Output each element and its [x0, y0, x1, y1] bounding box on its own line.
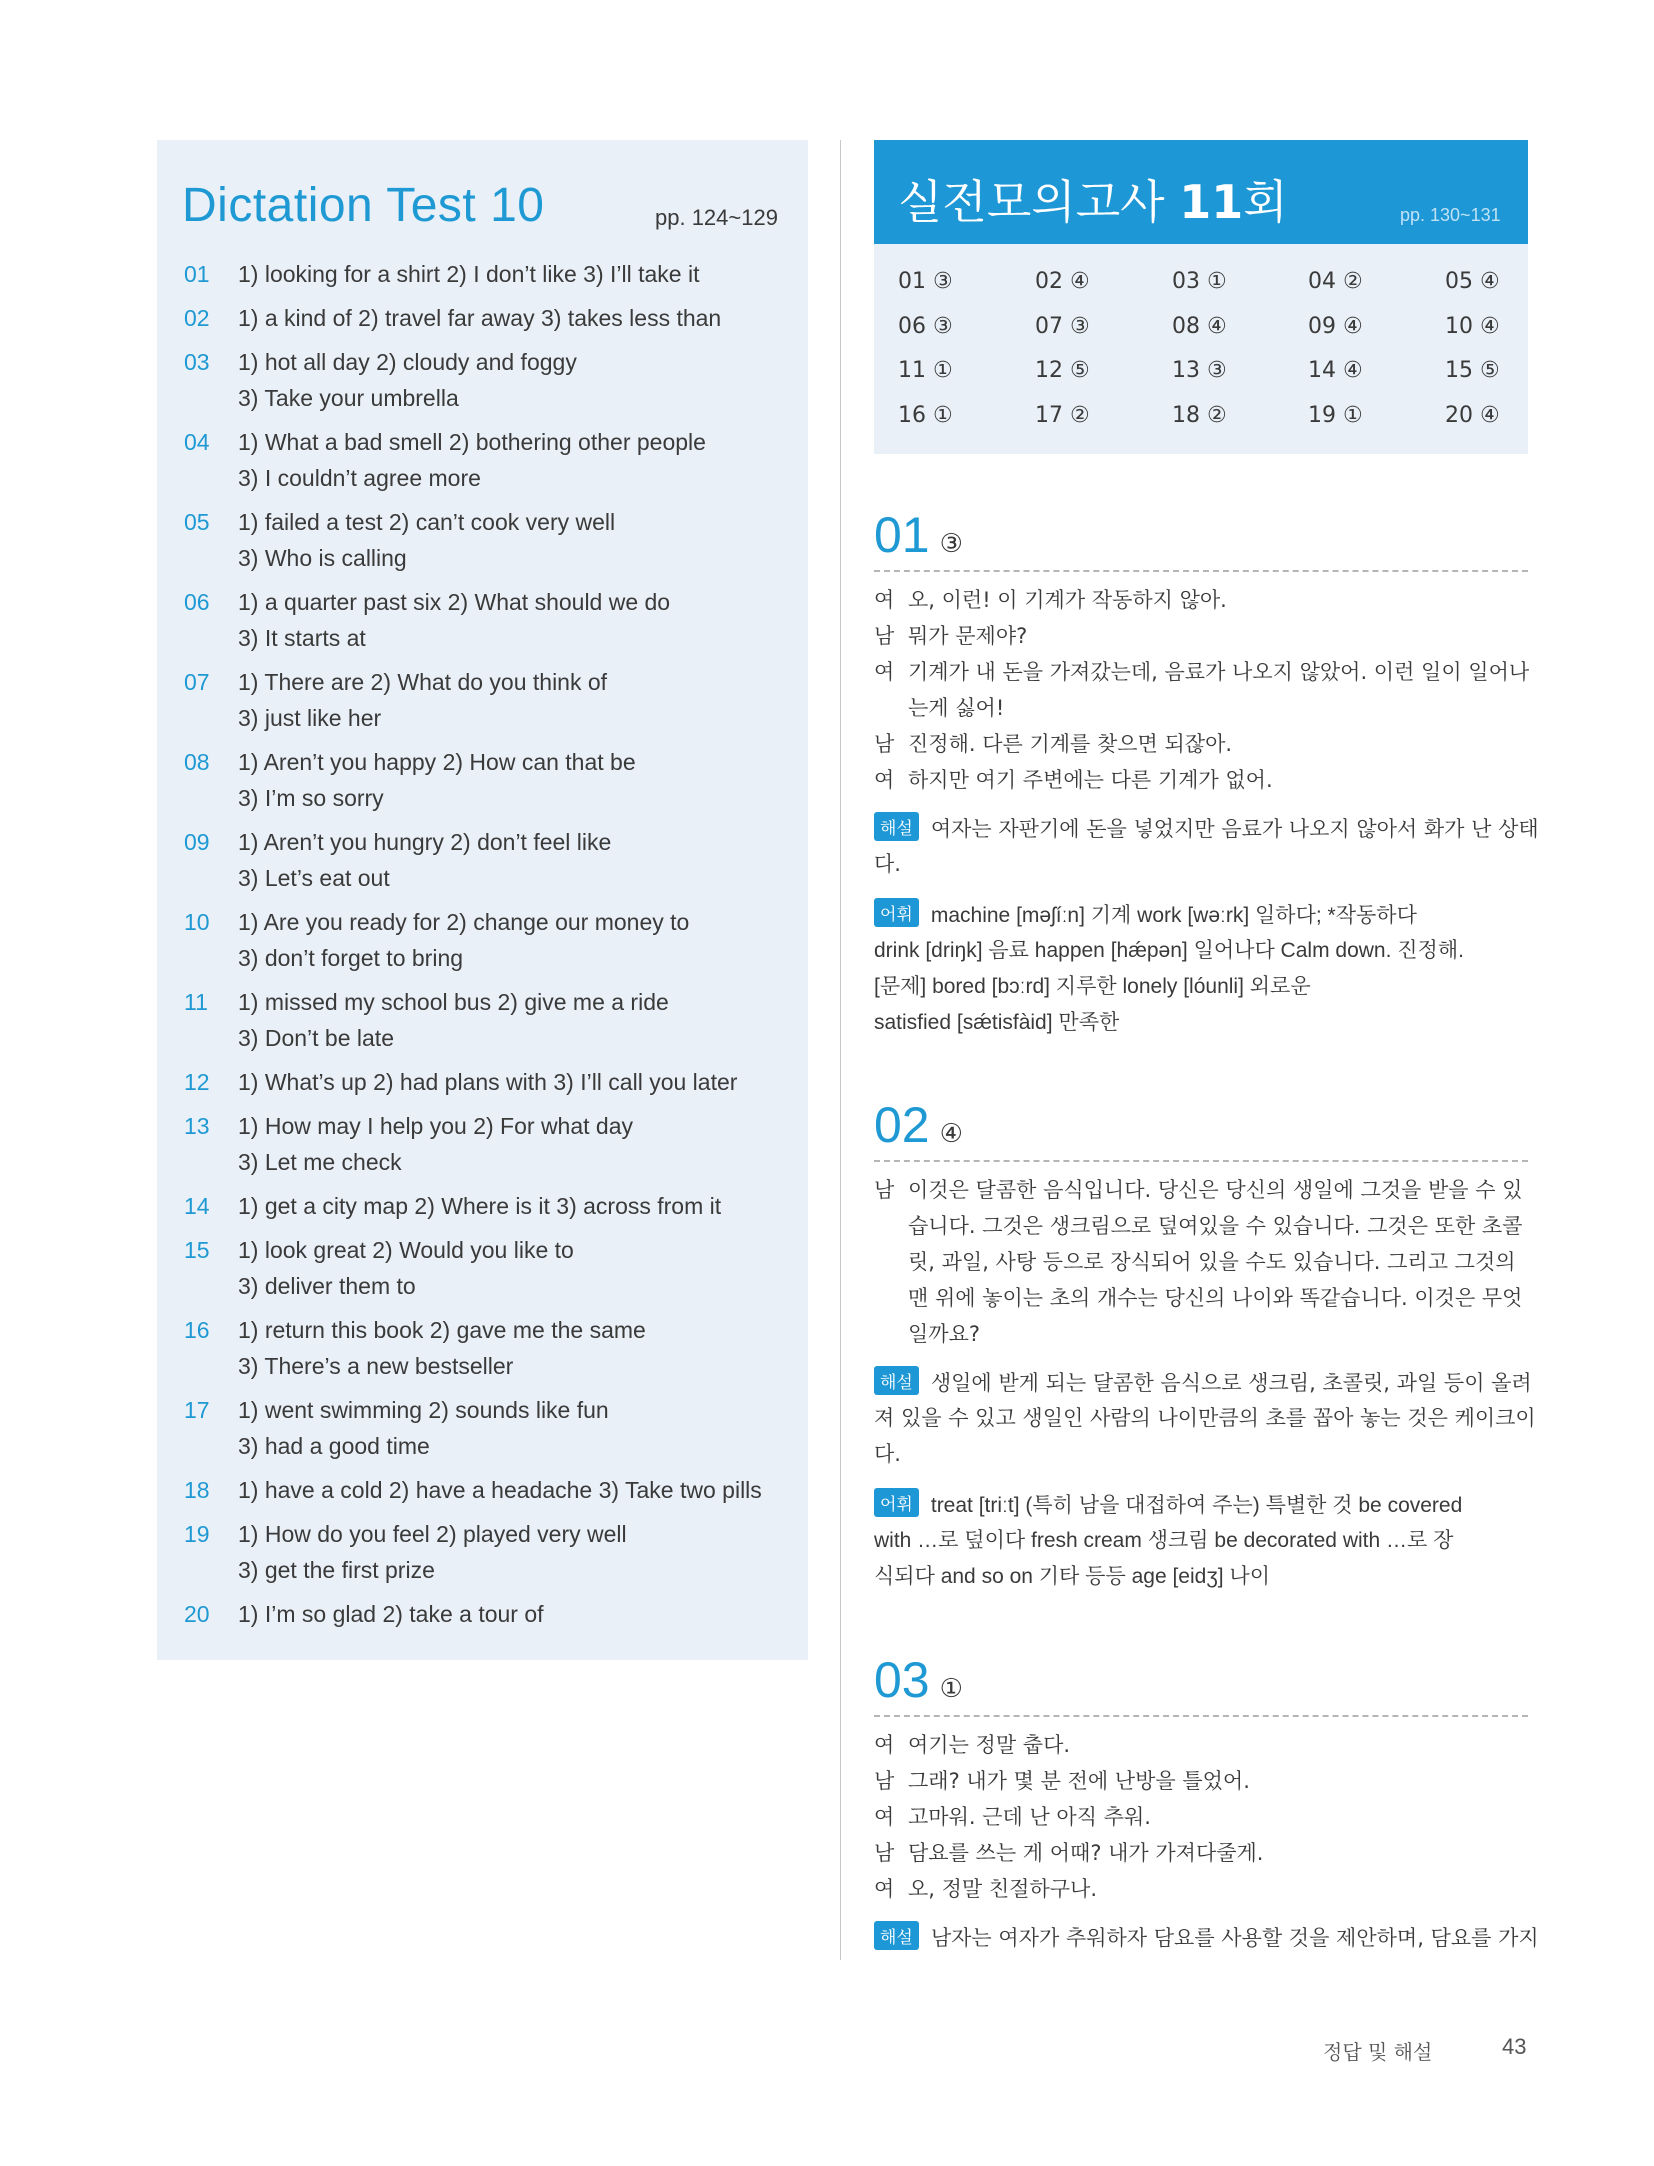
- vocabulary-line: [874, 970, 1311, 1000]
- answer-key-cell: 13 ③: [1172, 358, 1227, 383]
- explanation-badge: 해설: [874, 812, 919, 841]
- dictation-item-number: 13: [184, 1113, 210, 1139]
- dialogue-text: 오, 정말 친절하구나.: [908, 1877, 1097, 1901]
- vocabulary-text: drink [driŋk] 음료 happen [hǽpən] 일어나다 Calm down. 진정해.: [874, 939, 1464, 962]
- section-divider: [874, 570, 1528, 572]
- speaker-label: 남: [874, 624, 895, 648]
- dictation-item-number: 12: [184, 1069, 210, 1095]
- question-number: 01: [874, 507, 930, 563]
- speaker-label: 여: [874, 1805, 895, 1829]
- question-answer: ①: [939, 1674, 963, 1704]
- dictation-item-number: 15: [184, 1237, 210, 1263]
- page-number: 43: [1502, 2034, 1527, 2059]
- dictation-item: [184, 664, 794, 736]
- dictation-item: [184, 1472, 794, 1508]
- dictation-item-line: 1) look great 2) Would you like to: [238, 1237, 574, 1263]
- dialogue-text: 담요를 쓰는 게 어때? 내가 가져다줄게.: [908, 1841, 1264, 1865]
- explanation-line: [874, 812, 1539, 843]
- dictation-item: [184, 1312, 794, 1384]
- answer-key-cell: 11 ①: [898, 358, 953, 383]
- question-number: 03: [874, 1652, 930, 1708]
- answer-key-cell: 14 ④: [1308, 358, 1363, 383]
- dictation-item-line: 3) deliver them to: [238, 1273, 416, 1299]
- vocabulary-line: [874, 1524, 1453, 1554]
- speaker-label: 남: [874, 1841, 895, 1865]
- dictation-item-line: 1) went swimming 2) sounds like fun: [238, 1397, 609, 1423]
- answer-key-cell: 08 ④: [1172, 314, 1227, 339]
- dictation-item: [184, 344, 794, 416]
- dialogue-line: [874, 1208, 1534, 1244]
- dictation-item-number: 02: [184, 305, 210, 331]
- answer-key-cell: 09 ④: [1308, 314, 1363, 339]
- dialogue-line: [874, 1799, 1534, 1835]
- dialogue-line: [874, 1763, 1534, 1799]
- dictation-item-line: 3) Who is calling: [238, 545, 407, 571]
- dictation-item-line: 1) I’m so glad 2) take a tour of: [238, 1601, 544, 1627]
- answer-key-cell: 18 ②: [1172, 403, 1227, 428]
- mock-test-title-suffix: 회: [1243, 175, 1288, 229]
- explanation-text: 생일에 받게 되는 달콤한 음식으로 생크림, 초콜릿, 과일 등이 올려: [930, 1371, 1532, 1395]
- dictation-item-number: 16: [184, 1317, 210, 1343]
- speaker-label: 남: [874, 1769, 895, 1793]
- dictation-item: [184, 984, 794, 1056]
- dictation-item-number: 10: [184, 909, 210, 935]
- dictation-item: [184, 744, 794, 816]
- dialogue-line: [874, 654, 1534, 690]
- question-heading: [874, 1097, 963, 1153]
- dictation-item-line: 1) Aren’t you hungry 2) don’t feel like: [238, 829, 612, 855]
- dialogue-text: 오, 이런! 이 기계가 작동하지 않아.: [908, 588, 1227, 612]
- dialogue-text: 습니다. 그것은 생크림으로 덮여있을 수 있습니다. 그것은 또한 초콜: [908, 1214, 1523, 1238]
- answer-key-cell: 17 ②: [1035, 403, 1090, 428]
- dialogue-text: 는게 싫어!: [908, 696, 1005, 720]
- question-answer: ④: [939, 1119, 963, 1149]
- dialogue-line: [874, 1316, 1534, 1352]
- explanation-line: [874, 1921, 1539, 1952]
- dialogue-line: [874, 1727, 1534, 1763]
- answer-key-cell: 12 ⑤: [1035, 358, 1090, 383]
- dictation-item: [184, 1108, 794, 1180]
- speaker-label: 여: [874, 768, 895, 792]
- vocabulary-text: treat [triːt] (특히 남을 대접하여 주는) 특별한 것 be covered: [930, 1494, 1463, 1517]
- mock-test-title-number: 11: [1179, 175, 1244, 229]
- vocabulary-badge: 어휘: [874, 898, 919, 927]
- dictation-item-line: 1) How do you feel 2) played very well: [238, 1521, 627, 1547]
- speaker-label: 여: [874, 660, 895, 684]
- dialogue-line: [874, 582, 1534, 618]
- dictation-item-line: 1) How may I help you 2) For what day: [238, 1113, 633, 1139]
- dialogue-line: [874, 726, 1534, 762]
- vocabulary-text: with …로 덮이다 fresh cream 생크림 be decorated with …로 장: [874, 1529, 1454, 1552]
- answer-key-cell: 07 ③: [1035, 314, 1090, 339]
- vocabulary-line: [874, 898, 1417, 929]
- explanation-line: [874, 1402, 1536, 1432]
- dictation-item-line: 1) What’s up 2) had plans with 3) I’ll call you later: [238, 1069, 738, 1095]
- question-number: 02: [874, 1097, 930, 1153]
- mock-test-title-prefix: 실전모의고사: [898, 175, 1165, 229]
- vocabulary-badge: 어휘: [874, 1488, 919, 1517]
- dialogue-line: [874, 1835, 1534, 1871]
- dictation-item-line: 1) What a bad smell 2) bothering other people: [238, 429, 706, 455]
- answer-key-cell: 03 ①: [1172, 269, 1227, 294]
- vocabulary-text: machine [məʃíːn] 기계 work [wəːrk] 일하다; *작동하다: [930, 904, 1417, 927]
- dictation-item-line: 1) have a cold 2) have a headache 3) Take two pills: [238, 1477, 762, 1503]
- answer-key-cell: 16 ①: [898, 403, 953, 428]
- dictation-item-line: 1) Aren’t you happy 2) How can that be: [238, 749, 636, 775]
- dictation-item-line: 3) Take your umbrella: [238, 385, 459, 411]
- dialogue-text: 릿, 과일, 사탕 등으로 장식되어 있을 수도 있습니다. 그리고 그것의: [908, 1250, 1516, 1274]
- dictation-item: [184, 1516, 794, 1588]
- dictation-item: [184, 504, 794, 576]
- dictation-item-number: 20: [184, 1601, 210, 1627]
- answer-key-cell: 04 ②: [1308, 269, 1363, 294]
- dialogue-line: [874, 1172, 1534, 1208]
- dialogue-text: 고마워. 근데 난 아직 추워.: [908, 1805, 1151, 1829]
- speaker-label: 여: [874, 588, 895, 612]
- dictation-item-number: 06: [184, 589, 210, 615]
- vocabulary-line: [874, 1560, 1270, 1590]
- dictation-item: [184, 904, 794, 976]
- dictation-item-line: 1) missed my school bus 2) give me a ride: [238, 989, 669, 1015]
- dictation-item: [184, 1232, 794, 1304]
- dictation-item-line: 1) get a city map 2) Where is it 3) across from it: [238, 1193, 722, 1219]
- question-heading: [874, 507, 963, 563]
- dictation-item-number: 07: [184, 669, 210, 695]
- dictation-item-line: 3) Let me check: [238, 1149, 402, 1175]
- dictation-item: [184, 1188, 794, 1224]
- dialogue-text: 맨 위에 놓이는 초의 개수는 당신의 나이와 똑같습니다. 이것은 무엇: [908, 1286, 1523, 1310]
- dictation-item-number: 19: [184, 1521, 210, 1547]
- dictation-item-number: 17: [184, 1397, 210, 1423]
- dictation-item: [184, 300, 794, 336]
- answer-key-cell: 06 ③: [898, 314, 953, 339]
- explanation-badge: 해설: [874, 1921, 919, 1950]
- dictation-item: [184, 256, 794, 292]
- answer-key-cell: 19 ①: [1308, 403, 1363, 428]
- answer-key-cell: 05 ④: [1445, 269, 1500, 294]
- dictation-item-line: 1) looking for a shirt 2) I don’t like 3) I’ll take it: [238, 261, 700, 287]
- explanation-line: [874, 1438, 901, 1468]
- column-divider: [840, 140, 841, 1960]
- dialogue-text: 기계가 내 돈을 가져갔는데, 음료가 나오지 않았어. 이런 일이 일어나: [908, 660, 1530, 684]
- explanation-text: 져 있을 수 있고 생일인 사람의 나이만큼의 초를 꼽아 놓는 것은 케이크이: [874, 1406, 1536, 1430]
- speaker-label: 여: [874, 1877, 895, 1901]
- dialogue-line: [874, 762, 1534, 798]
- dictation-item: [184, 1392, 794, 1464]
- dictation-item-line: 3) Don’t be late: [238, 1025, 394, 1051]
- dictation-item-line: 3) There’s a new bestseller: [238, 1353, 514, 1379]
- mock-test-pages: pp. 130~131: [1400, 205, 1501, 225]
- dialogue-text: 이것은 달콤한 음식입니다. 당신은 당신의 생일에 그것을 받을 수 있: [908, 1178, 1523, 1202]
- dictation-pages: pp. 124~129: [655, 205, 778, 230]
- vocabulary-text: 식되다 and so on 기타 등등 age [eidʒ] 나이: [874, 1565, 1270, 1588]
- dialogue-text: 일까요?: [908, 1322, 981, 1346]
- explanation-badge: 해설: [874, 1366, 919, 1395]
- explanation-text: 남자는 여자가 추워하자 담요를 사용할 것을 제안하며, 담요를 가지: [930, 1926, 1539, 1950]
- explanation-line: [874, 848, 901, 878]
- dictation-item-number: 05: [184, 509, 210, 535]
- dictation-item-number: 18: [184, 1477, 210, 1503]
- dictation-item-number: 09: [184, 829, 210, 855]
- answer-key-cell: 15 ⑤: [1445, 358, 1500, 383]
- question-heading: [874, 1652, 963, 1708]
- section-divider: [874, 1160, 1528, 1162]
- dialogue-line: [874, 1280, 1534, 1316]
- dialogue-text: 그래? 내가 몇 분 전에 난방을 틀었어.: [908, 1769, 1250, 1793]
- dictation-item-number: 04: [184, 429, 210, 455]
- speaker-label: 남: [874, 1178, 895, 1202]
- vocabulary-line: [874, 934, 1464, 964]
- dialogue-text: 여기는 정말 춥다.: [908, 1733, 1071, 1757]
- dialogue-line: [874, 690, 1534, 726]
- dictation-item-line: 3) just like her: [238, 705, 382, 731]
- footer-label: 정답 및 해설: [1323, 2040, 1433, 2064]
- section-divider: [874, 1715, 1528, 1717]
- dialogue-text: 진정해. 다른 기계를 찾으면 되잖아.: [908, 732, 1233, 756]
- dictation-item-number: 01: [184, 261, 210, 287]
- dictation-title: Dictation Test 10: [182, 179, 545, 232]
- dictation-item-line: 3) I’m so sorry: [238, 785, 384, 811]
- dictation-item-line: 1) return this book 2) gave me the same: [238, 1317, 646, 1343]
- mock-test-title: [898, 166, 1288, 232]
- speaker-label: 여: [874, 1733, 895, 1757]
- dictation-item: [184, 824, 794, 896]
- dictation-item: [184, 1596, 794, 1632]
- dictation-item-line: 1) a quarter past six 2) What should we do: [238, 589, 671, 615]
- dictation-item-number: 14: [184, 1193, 210, 1219]
- vocabulary-text: satisfied [sǽtisfàid] 만족한: [874, 1011, 1120, 1034]
- explanation-text: 다.: [874, 1442, 901, 1466]
- answer-key-cell: 20 ④: [1445, 403, 1500, 428]
- dialogue-line: [874, 1871, 1534, 1907]
- explanation-line: [874, 1366, 1532, 1397]
- vocabulary-line: [874, 1488, 1462, 1519]
- dialogue-line: [874, 1244, 1534, 1280]
- dictation-item-line: 1) hot all day 2) cloudy and foggy: [238, 349, 577, 375]
- dictation-item-line: 1) Are you ready for 2) change our money to: [238, 909, 690, 935]
- dictation-item: [184, 1064, 794, 1100]
- dialogue-text: 하지만 여기 주변에는 다른 기계가 없어.: [908, 768, 1273, 792]
- dialogue-line: [874, 618, 1534, 654]
- dictation-item-number: 03: [184, 349, 210, 375]
- dictation-item-line: 3) don’t forget to bring: [238, 945, 464, 971]
- vocabulary-line: [874, 1006, 1119, 1036]
- speaker-label: 남: [874, 732, 895, 756]
- answer-key-cell: 02 ④: [1035, 269, 1090, 294]
- answer-key-cell: 10 ④: [1445, 314, 1500, 339]
- dictation-item-number: 08: [184, 749, 210, 775]
- explanation-text: 다.: [874, 852, 901, 876]
- dictation-item: [184, 424, 794, 496]
- dictation-item-line: 1) a kind of 2) travel far away 3) takes less than: [238, 305, 722, 331]
- vocabulary-text: [문제] bored [bɔːrd] 지루한 lonely [lóunli] 외로운: [874, 975, 1311, 998]
- dictation-item: [184, 584, 794, 656]
- dictation-item-line: 3) I couldn’t agree more: [238, 465, 481, 491]
- dictation-item-line: 3) get the first prize: [238, 1557, 435, 1583]
- dictation-item-line: 1) There are 2) What do you think of: [238, 669, 608, 695]
- dictation-item-line: 3) had a good time: [238, 1433, 430, 1459]
- dictation-item-line: 3) Let’s eat out: [238, 865, 390, 891]
- dictation-item-number: 11: [184, 989, 208, 1015]
- dictation-item-line: 1) failed a test 2) can’t cook very well: [238, 509, 616, 535]
- dialogue-text: 뭐가 문제야?: [908, 624, 1028, 648]
- dictation-item-line: 3) It starts at: [238, 625, 366, 651]
- explanation-text: 여자는 자판기에 돈을 넣었지만 음료가 나오지 않아서 화가 난 상태: [930, 817, 1539, 841]
- answer-key-cell: 01 ③: [898, 269, 953, 294]
- question-answer: ③: [939, 529, 963, 559]
